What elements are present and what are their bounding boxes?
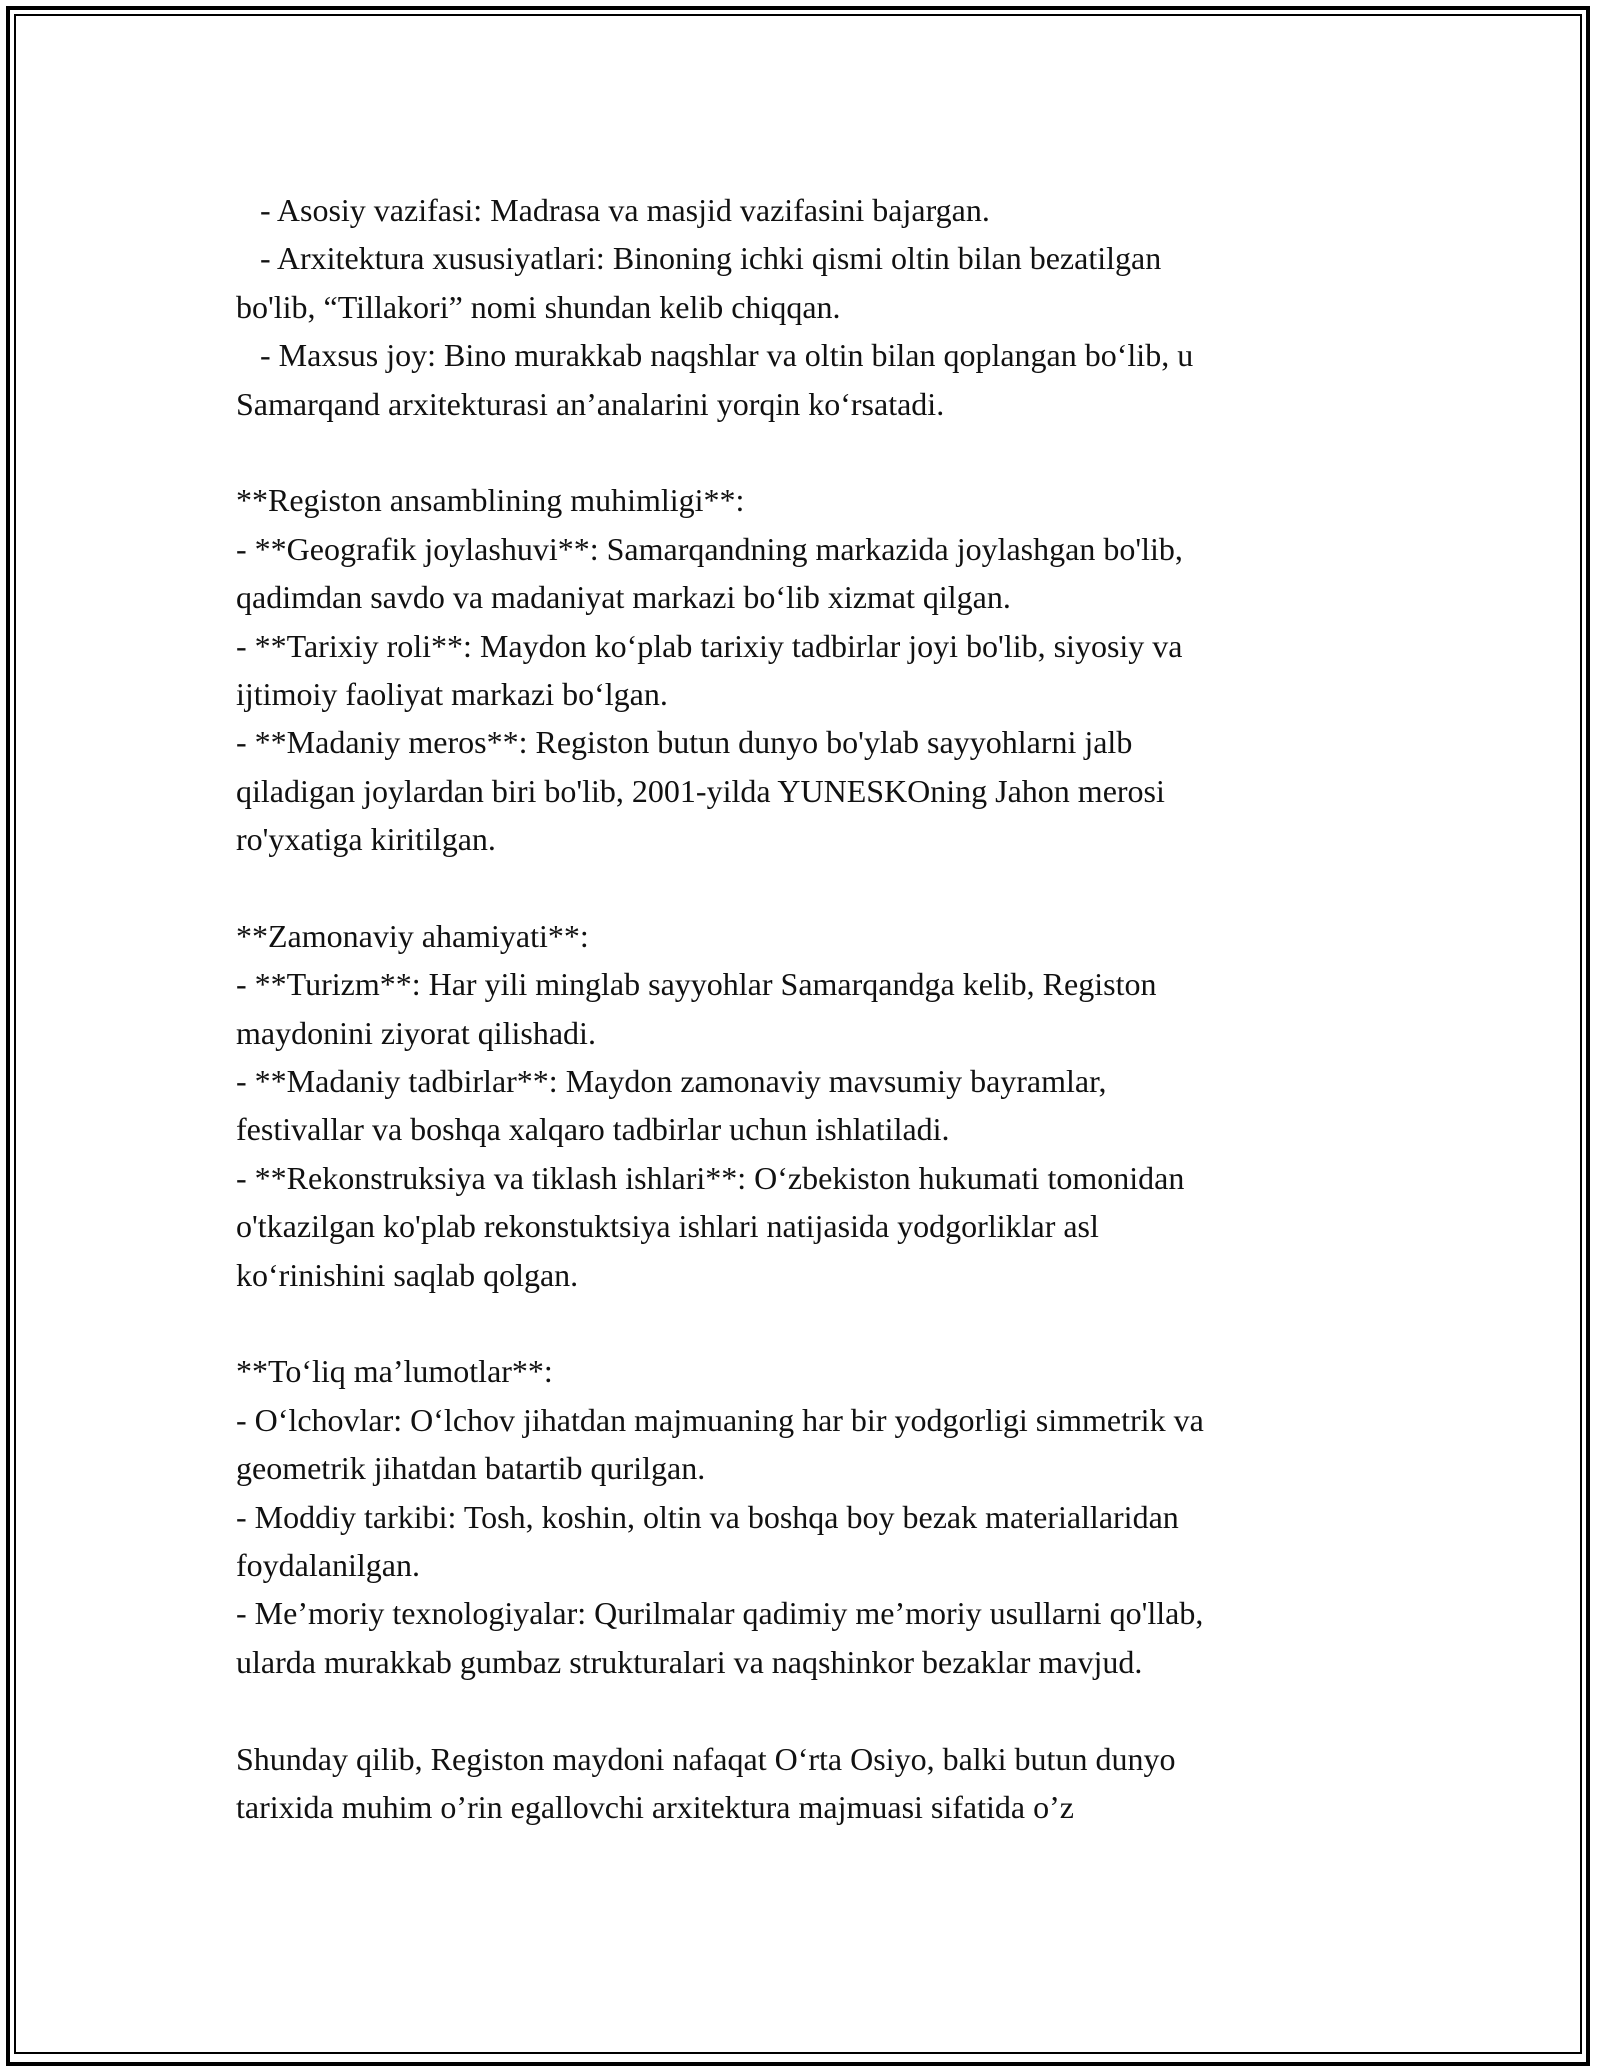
blank-line xyxy=(236,428,1376,476)
text-line: Samarqand arxitekturasi an’analarini yorqin ko‘rsatadi. xyxy=(236,385,945,422)
text-line: o'tkazilgan ko'plab rekonstuktsiya ishlari natijasida yodgorliklar asl xyxy=(236,1208,1099,1245)
text-line: - **Rekonstruksiya va tiklash ishlari**: O‘zbekiston hukumati tomonidan xyxy=(236,1159,1185,1196)
text-line: - **Turizm**: Har yili minglab sayyohlar Samarqandga kelib, Registon xyxy=(236,966,1157,1003)
section-heading: **Registon ansamblining muhimligi**: xyxy=(236,482,745,519)
document-body xyxy=(236,186,1376,1831)
blank-line xyxy=(236,863,1376,911)
section-heading: **To‘liq ma’lumotlar**: xyxy=(236,1353,553,1390)
text-line: maydonini ziyorat qilishadi. xyxy=(236,1014,596,1051)
text-line: qadimdan savdo va madaniyat markazi bo‘lib xizmat qilgan. xyxy=(236,579,1011,616)
blank-line xyxy=(236,1299,1376,1347)
text-line: ro'yxatiga kiritilgan. xyxy=(236,821,496,858)
text-line: qiladigan joylardan biri bo'lib, 2001-yilda YUNESKOning Jahon merosi xyxy=(236,772,1165,809)
text-line: ularda murakkab gumbaz strukturalari va naqshinkor bezaklar mavjud. xyxy=(236,1643,1143,1680)
text-line: tarixida muhim o’rin egallovchi arxitektura majmuasi sifatida o’z xyxy=(236,1788,1074,1825)
text-line: festivallar va boshqa xalqaro tadbirlar uchun ishlatiladi. xyxy=(236,1111,950,1148)
text-line: Shunday qilib, Registon maydoni nafaqat O‘rta Osiyo, balki butun dunyo xyxy=(236,1740,1176,1777)
text-line: - Me’moriy texnologiyalar: Qurilmalar qadimiy me’moriy usullarni qo'llab, xyxy=(236,1595,1204,1632)
text-line: - **Geografik joylashuvi**: Samarqandning markazida joylashgan bo'lib, xyxy=(236,530,1183,567)
text-line: - Moddiy tarkibi: Tosh, koshin, oltin va boshqa boy bezak materiallaridan xyxy=(236,1498,1179,1535)
text-line: - **Madaniy meros**: Registon butun dunyo bo'ylab sayyohlarni jalb xyxy=(236,724,1133,761)
text-line: ko‘rinishini saqlab qolgan. xyxy=(236,1256,579,1293)
section-heading: **Zamonaviy ahamiyati**: xyxy=(236,917,589,954)
text-line: foydalanilgan. xyxy=(236,1546,420,1583)
text-line: - **Tarixiy roli**: Maydon ko‘plab tarixiy tadbirlar joyi bo'lib, siyosiy va xyxy=(236,627,1183,664)
text-line: - Asosiy vazifasi: Madrasa va masjid vazifasini bajargan. xyxy=(236,192,990,228)
text-line: geometrik jihatdan batartib qurilgan. xyxy=(236,1450,706,1487)
text-line: bo'lib, “Tillakori” nomi shundan kelib chiqqan. xyxy=(236,288,841,325)
text-line: - Arxitektura xususiyatlari: Binoning ichki qismi oltin bilan bezatilgan xyxy=(236,240,1162,277)
blank-line xyxy=(236,1686,1376,1734)
text-line: ijtimoiy faoliyat markazi bo‘lgan. xyxy=(236,675,668,712)
text-line: - **Madaniy tadbirlar**: Maydon zamonaviy mavsumiy bayramlar, xyxy=(236,1063,1107,1100)
text-line: - O‘lchovlar: O‘lchov jihatdan majmuaning har bir yodgorligi simmetrik va xyxy=(236,1401,1204,1438)
text-line: - Maxsus joy: Bino murakkab naqshlar va oltin bilan qoplangan bo‘lib, u xyxy=(236,337,1194,374)
